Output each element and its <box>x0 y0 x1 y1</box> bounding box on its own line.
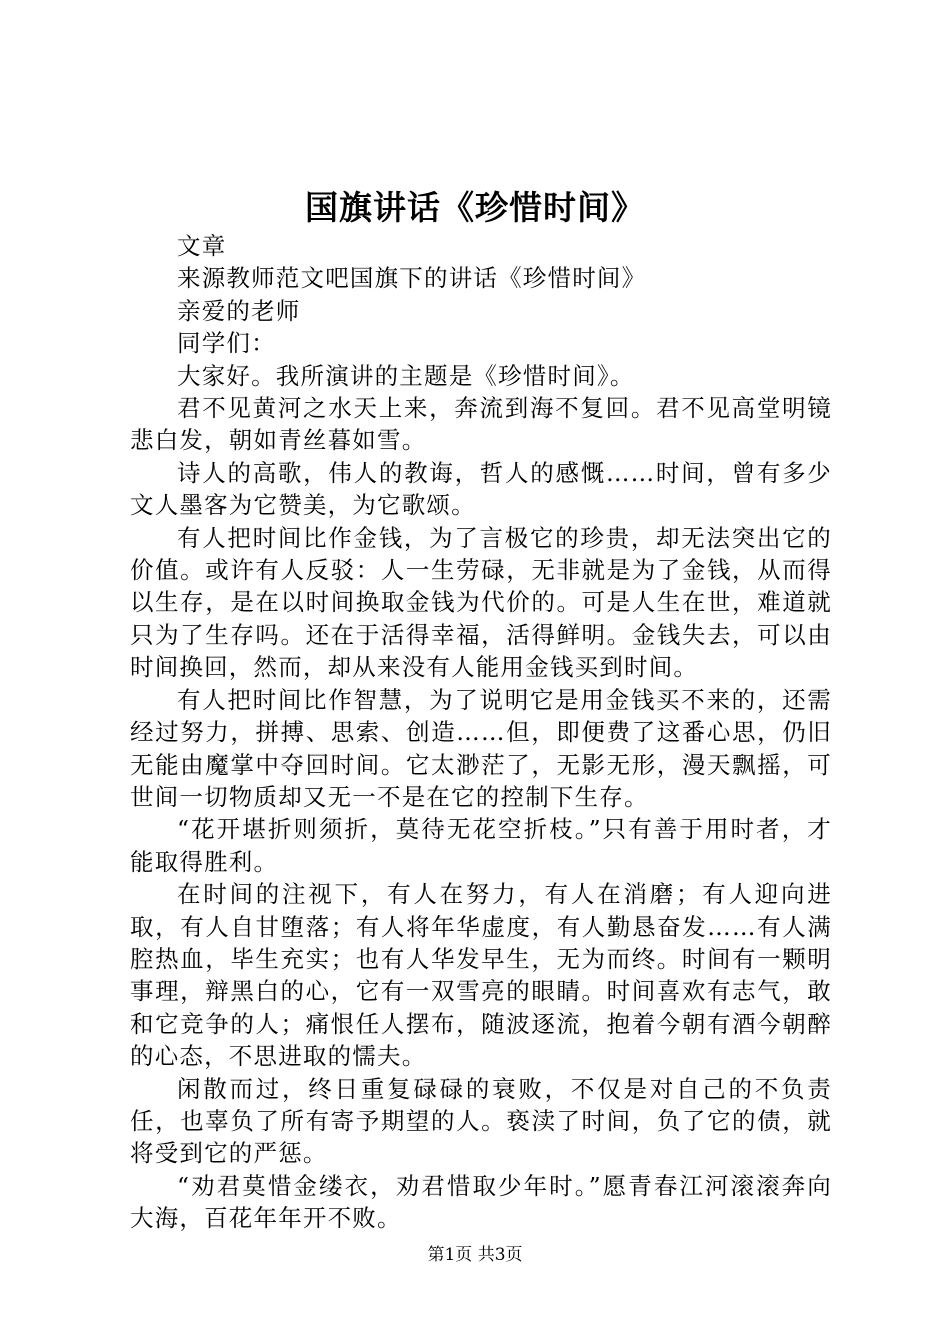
body-paragraph: 有人把时间比作金钱，为了言极它的珍贵，却无法突出它的价值。或许有人反驳：人一生劳碌，无非就是为了金钱，从而得以生存，是在以时间换取金钱为代价的。可是人生在世，难道就只为了生存吗。还在于活得幸福，活得鲜明。金钱失去，可以由时间换回，然而，却从来没有人能用金钱买到时间。 <box>130 523 832 682</box>
body-paragraph: 闲散而过，终日重复碌碌的衰败，不仅是对自己的不负责任，也辜负了所有寄予期望的人。亵渎了时间，负了它的债，就将受到它的严惩。 <box>130 1074 832 1168</box>
body-paragraph: “花开堪折则须折，莫待无花空折枝。”只有善于用时者，才能取得胜利。 <box>130 815 832 876</box>
body-paragraph: 在时间的注视下，有人在努力，有人在消磨；有人迎向进取，有人自甘堕落；有人将年华虚度，有人勤恳奋发……有人满腔热血，毕生充实；也有人华发早生，无为而终。时间有一颗明事理，辩黑白的心，它有一双雪亮的眼睛。时间喜欢有志气，敢和它竞争的人；痛恨任人摆布，随波逐流，抱着今朝有酒今朝醉的心态，不思进取的懦夫。 <box>130 880 832 1071</box>
body-line-greeting-students: 同学们： <box>177 329 276 358</box>
body-line-greeting-teachers: 亲爱的老师 <box>177 296 301 325</box>
document-body <box>130 230 832 1235</box>
body-paragraph: 大家好。我所演讲的主题是《珍惜时间》。 <box>177 361 635 390</box>
body-line-article: 文章 <box>177 232 227 260</box>
body-paragraph: 有人把时间比作智慧，为了说明它是用金钱买不来的，还需经过努力，拼搏、思索、创造……但，即便费了这番心思，仍旧无能由魔掌中夺回时间。它太渺茫了，无影无形，漫天飘摇，可世间一切物质却又无一不是在它的控制下生存。 <box>130 685 832 811</box>
body-paragraph: 诗人的高歌，伟人的教诲，哲人的感慨……时间，曾有多少文人墨客为它赞美，为它歌颂。 <box>130 458 832 520</box>
body-line-source: 来源教师范文吧国旗下的讲话《珍惜时间》 <box>177 264 647 293</box>
page-number-footer: 第1页 共3页 <box>427 1245 523 1265</box>
body-paragraph: 君不见黄河之水天上来，奔流到海不复回。君不见高堂明镜悲白发，朝如青丝暮如雪。 <box>130 394 832 455</box>
document-title: 国旗讲话《珍惜时间》 <box>305 188 645 227</box>
body-paragraph: “劝君莫惜金缕衣，劝君惜取少年时。”愿青春江河滚滚奔向大海，百花年年开不败。 <box>130 1171 832 1233</box>
